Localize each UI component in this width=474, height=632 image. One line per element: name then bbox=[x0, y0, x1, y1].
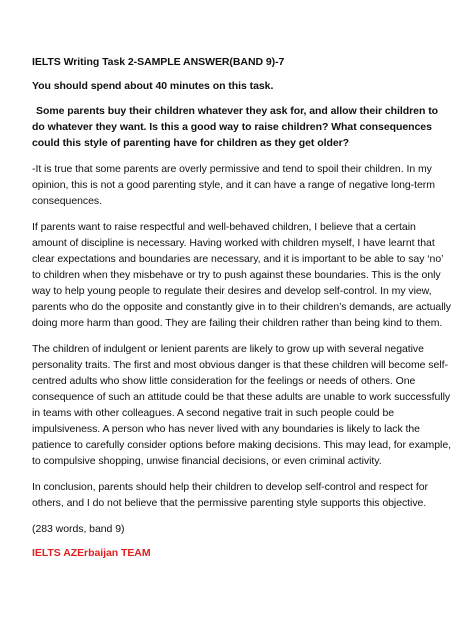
word-count: (283 words, band 9) bbox=[32, 523, 125, 535]
paragraph-body-consequences: The children of indulgent or lenient parents are likely to grow up with several negative personality traits. The first and most obvious danger is that these children will become self-centred adults who show little consideration for the feelings or needs of others. One consequence of such an attitude could be that these adults are unable to work successfully in teams with other colleagues. A second negative trait in such people could be impulsiveness. A person who has never lived with any boundaries is likely to lack the patience to carefully consider options before making decisions. This may lead, for example, to compulsive shopping, unwise financial decisions, or even criminal activity. bbox=[32, 343, 451, 467]
paragraph-introduction: -It is true that some parents are overly permissive and tend to spoil their children. In my opinion, this is not a good parenting style, and it can have a range of negative long-term consequences. bbox=[32, 163, 435, 207]
document-page bbox=[32, 54, 452, 561]
team-signature: IELTS AZErbaijan TEAM bbox=[32, 547, 151, 559]
paragraph-body-discipline: If parents want to raise respectful and well-behaved children, I believe that a certain amount of discipline is necessary. Having worked with children myself, I have learnt that clear expectations and boundaries are necessary, and it is important to be able to say ‘no’ to children when they misbehave or try to push against these boundaries. This is the only way to help young people to regulate their desires and develop self-control. In my view, parents who do the opposite and constantly give in to their children’s demands, are actually doing more harm than good. They are failing their children rather than being kind to them. bbox=[32, 221, 451, 329]
task-instruction: You should spend about 40 minutes on this task. bbox=[32, 80, 274, 92]
paragraph-conclusion: In conclusion, parents should help their children to develop self-control and respect for others, and I do not believe that the permissive parenting style supports this objective. bbox=[32, 481, 428, 509]
document-title: IELTS Writing Task 2-SAMPLE ANSWER(BAND 9)-7 bbox=[32, 56, 285, 68]
task-question: Some parents buy their children whatever they ask for, and allow their children to do whatever they want. Is this a good way to raise children? What consequences could this style of parenting have for children as they get older? bbox=[32, 105, 439, 149]
